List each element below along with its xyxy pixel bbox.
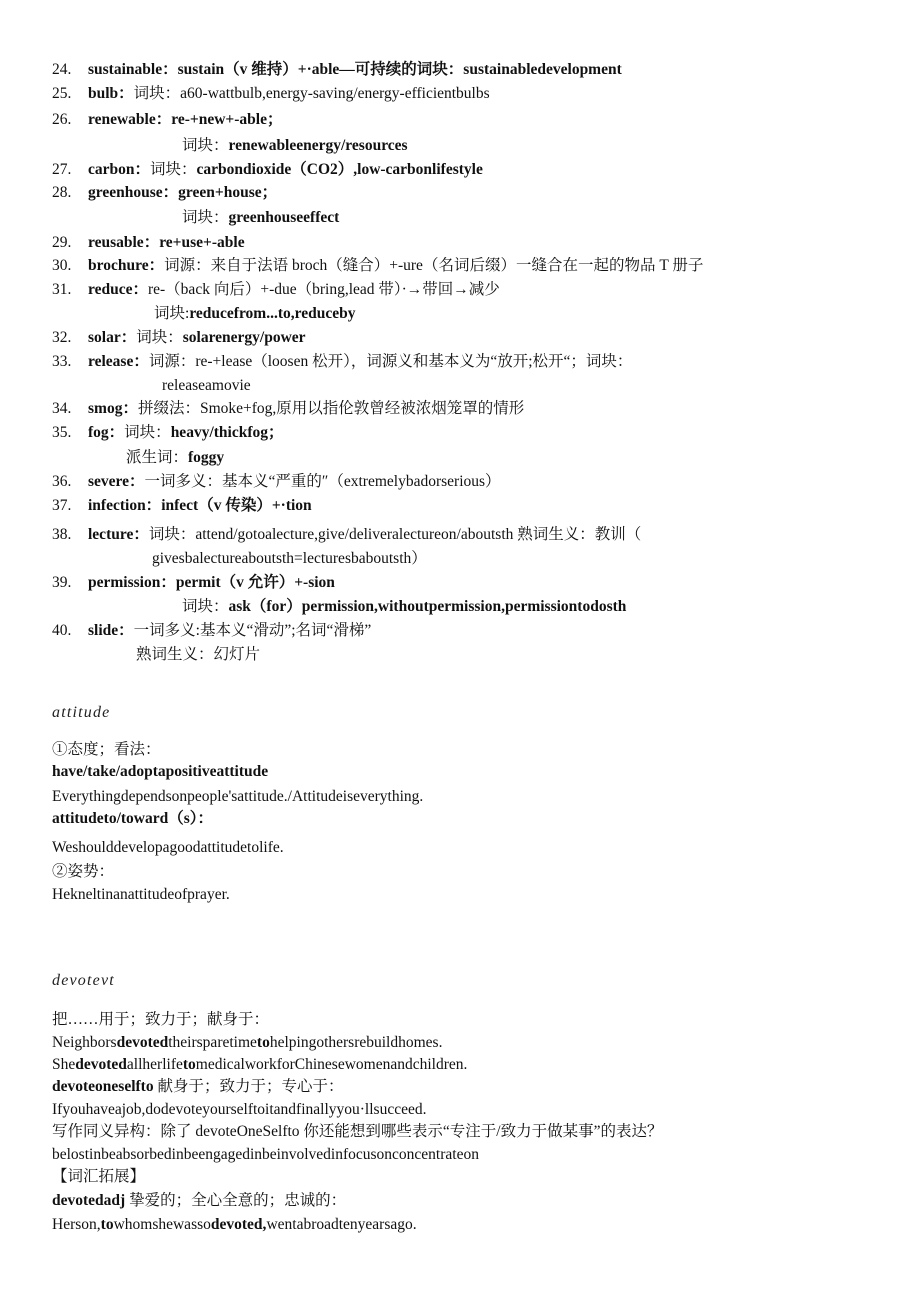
entry-text: 一词多义:基本义“滑动”;名词“滑梯” — [133, 622, 372, 639]
vocab-entry-28 — [52, 183, 277, 203]
vocab-entry-32 — [52, 328, 306, 348]
entry-prefix: 词块： — [150, 161, 197, 178]
entry-word: lecture： — [88, 526, 149, 543]
continuation-label: 派生词： — [126, 449, 189, 466]
entry-number: 28. — [52, 184, 72, 201]
devote-synonym-answers: belostinbeabsorbedinbeengagedinbeinvolvedinfocusonconcentrateon — [52, 1146, 479, 1163]
entry-number: 25. — [52, 85, 72, 102]
entry-text: 词源：来自于法语 broch（缝合）+-ure（名词后缀）一缝合在一起的物品 T 册子 — [164, 257, 704, 274]
continuation-text: ask（for）permission,withoutpermission,permissiontodosth — [228, 598, 627, 615]
example-text: Herson, — [52, 1216, 101, 1233]
continuation-label: 词块： — [182, 209, 229, 226]
devote-example-2 — [52, 1055, 467, 1075]
entry-40-continuation — [136, 645, 260, 665]
attitude-example-1: Everythingdependsonpeople'sattitude./Attitudeiseverything. — [52, 788, 424, 805]
entry-number: 32. — [52, 329, 72, 346]
phrase-definition: 献身于；致力于；专心于： — [153, 1078, 344, 1095]
phrase-definition: 挚爱的；全心全意的；忠诚的： — [125, 1192, 347, 1209]
entry-word: greenhouse： — [88, 184, 179, 201]
entry-number: 35. — [52, 424, 72, 441]
vocab-entry-37 — [52, 496, 312, 516]
vocab-entry-25 — [52, 84, 490, 104]
entry-number: 29. — [52, 234, 72, 251]
example-text: She — [52, 1056, 76, 1073]
entry-number: 37. — [52, 497, 72, 514]
example-text: medicalworkforChinesewomenandchildren. — [195, 1056, 468, 1073]
entry-prefix: 词块： — [124, 424, 171, 441]
vocab-entry-38 — [52, 525, 641, 545]
continuation-text: foggy — [188, 449, 225, 466]
entry-39-continuation — [182, 597, 626, 617]
phrase-keyword: devoteoneselfto — [52, 1078, 154, 1095]
example-keyword: to — [182, 1056, 196, 1073]
devote-example-4 — [52, 1215, 417, 1235]
continuation-text: greenhouseeffect — [228, 209, 340, 226]
attitude-sense-2: ②姿势： — [52, 863, 115, 880]
vocab-entry-36 — [52, 472, 501, 492]
attitude-phrase-1: have/take/adoptapositiveattitude — [52, 763, 269, 780]
entry-number: 26. — [52, 111, 72, 128]
entry-text: re-+new+-able； — [171, 111, 283, 128]
attitude-phrase-2: attitudeto/toward（s）： — [52, 810, 214, 827]
entry-number: 39. — [52, 574, 72, 591]
entry-text: permit（v 允许）+-sion — [175, 574, 335, 591]
vocab-entry-27 — [52, 160, 483, 180]
vocab-entry-33 — [52, 352, 632, 372]
example-text: allherlife — [126, 1056, 183, 1073]
example-keyword: devoted — [75, 1056, 127, 1073]
entry-word: renewable： — [88, 111, 172, 128]
example-keyword: devoted, — [210, 1216, 267, 1233]
example-text: Neighbors — [52, 1034, 117, 1051]
entry-text: 词块：a60-wattbulb,energy-saving/energy-efficientbulbs — [133, 85, 490, 102]
example-keyword: devoted — [116, 1034, 169, 1051]
entry-text: heavy/thickfog； — [170, 424, 284, 441]
entry-text: 一词多义：基本义“严重的″（extremelybadorserious） — [144, 473, 501, 490]
continuation-label: 词块： — [182, 137, 229, 154]
entry-word: slide： — [88, 622, 134, 639]
entry-word: permission： — [88, 574, 176, 591]
entry-word: solar： — [88, 329, 137, 346]
devote-sense-1: 把……用于；致力于；献身于： — [52, 1011, 270, 1028]
entry-26-continuation — [182, 136, 408, 156]
entry-text: infect（v 传染）+·tion — [161, 497, 312, 514]
entry-number: 27. — [52, 161, 72, 178]
entry-word: infection： — [88, 497, 162, 514]
vocab-entry-31 — [52, 280, 500, 300]
entry-word: carbon： — [88, 161, 151, 178]
entry-text: 词块：attend/gotoalecture,give/deliveralectureon/aboutsth 熟词生义：教训（ — [148, 526, 642, 543]
entry-word: reduce： — [88, 281, 148, 298]
entry-prefix: 词块： — [136, 329, 183, 346]
vocab-entry-24 — [52, 60, 622, 80]
section-heading-attitude: attitude — [52, 704, 111, 721]
vocab-entry-34 — [52, 399, 524, 419]
entry-text: re+use+-able — [159, 234, 245, 251]
attitude-sense-1: ①态度；看法： — [52, 741, 161, 758]
continuation-text: reducefrom...to,reduceby — [189, 305, 356, 322]
continuation-label: 词块: — [154, 305, 190, 322]
example-text: wentabroadtenyearsago. — [266, 1216, 417, 1233]
entry-word: fog： — [88, 424, 125, 441]
entry-text: solarenergy/power — [182, 329, 306, 346]
entry-number: 38. — [52, 526, 72, 543]
entry-word: release： — [88, 353, 149, 370]
continuation-text: releaseamovie — [162, 377, 251, 394]
entry-word: smog： — [88, 400, 138, 417]
vocab-entry-35 — [52, 423, 284, 443]
entry-text: 拼缀法：Smoke+fog,原用以指伦敦曾经被浓烟笼罩的情形 — [137, 400, 525, 417]
devote-expand-heading: 【词汇拓展】 — [52, 1168, 146, 1185]
entry-28-continuation — [182, 208, 339, 228]
entry-number: 40. — [52, 622, 72, 639]
devote-phrase-1 — [52, 1077, 343, 1097]
vocab-entry-26 — [52, 110, 282, 130]
vocab-entry-39 — [52, 573, 335, 593]
devote-example-3: Ifyouhaveajob,dodevoteyourselftoitandfinallyyou·llsucceed. — [52, 1101, 427, 1118]
continuation-label: 词块： — [182, 598, 229, 615]
devote-example-1 — [52, 1033, 442, 1053]
continuation-text: givesbalectureaboutsth=lecturesbaboutsth） — [152, 550, 427, 567]
entry-number: 33. — [52, 353, 72, 370]
devote-phrase-2 — [52, 1191, 346, 1211]
entry-text: carbondioxide（CO2）,low-carbonlifestyle — [196, 161, 483, 178]
example-keyword: to — [100, 1216, 114, 1233]
entry-number: 36. — [52, 473, 72, 490]
entry-35-continuation — [126, 448, 224, 468]
example-text: theirsparetime — [168, 1034, 257, 1051]
example-keyword: to — [256, 1034, 270, 1051]
attitude-example-2: Weshoulddevelopagoodattitudetolife. — [52, 839, 284, 856]
section-heading-devote: devotevt — [52, 972, 115, 989]
example-text: helpingothersrebuildhomes. — [269, 1034, 443, 1051]
entry-number: 30. — [52, 257, 72, 274]
entry-text: 词源：re-+lease（loosen 松开），词源义和基本义为“放开;松开“；词块： — [148, 353, 633, 370]
entry-word: sustainable： — [88, 61, 178, 78]
vocab-entry-30 — [52, 256, 703, 276]
phrase-keyword: devotedadj — [52, 1192, 126, 1209]
entry-number: 31. — [52, 281, 72, 298]
entry-word: severe： — [88, 473, 145, 490]
continuation-text: renewableenergy/resources — [228, 137, 408, 154]
example-text: whomshewasso — [113, 1216, 211, 1233]
continuation-text: 熟词生义：幻灯片 — [136, 646, 261, 663]
entry-31-continuation — [154, 304, 355, 324]
entry-33-continuation — [162, 376, 251, 396]
vocab-entry-40 — [52, 621, 371, 641]
entry-text: re-（back 向后）+-due（bring,lead 带）·→带回→减少 — [147, 281, 500, 298]
vocab-entry-29 — [52, 233, 245, 253]
entry-word: bulb： — [88, 85, 134, 102]
entry-text: sustain（v 维持）+·able—可持续的词块：sustainabledevelopment — [177, 61, 622, 78]
entry-text: green+house； — [178, 184, 278, 201]
entry-number: 24. — [52, 61, 72, 78]
entry-word: brochure： — [88, 257, 165, 274]
devote-writing-prompt: 写作同义异构：除了 devoteOneSelfto 你还能想到哪些表示“专注于/致力于做某事”的表达？ — [52, 1123, 663, 1140]
entry-38-continuation — [152, 549, 427, 569]
entry-number: 34. — [52, 400, 72, 417]
entry-word: reusable： — [88, 234, 160, 251]
attitude-example-3: Hekneltinanattitudeofprayer. — [52, 886, 230, 903]
